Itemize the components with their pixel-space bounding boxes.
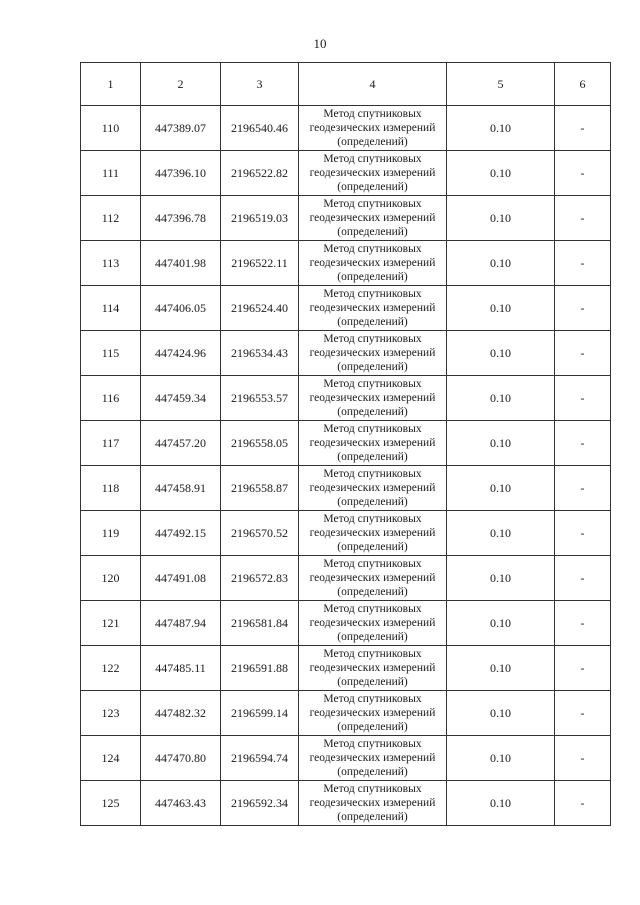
accuracy-cell: 0.10 bbox=[447, 376, 555, 421]
method-line: Метод спутниковых bbox=[323, 288, 422, 300]
x-coordinate-cell: 447458.91 bbox=[141, 466, 221, 511]
note-cell: - bbox=[555, 736, 611, 781]
note-cell: - bbox=[555, 331, 611, 376]
method-cell bbox=[299, 286, 447, 331]
x-coordinate-cell: 447485.11 bbox=[141, 646, 221, 691]
page-number: 10 bbox=[313, 36, 327, 51]
method-line: (определений) bbox=[337, 496, 408, 508]
note-cell: - bbox=[555, 556, 611, 601]
method-cell bbox=[299, 601, 447, 646]
method-line: геодезических измерений bbox=[309, 527, 436, 539]
point-number-cell: 125 bbox=[81, 781, 141, 826]
method-line: геодезических измерений bbox=[309, 617, 436, 629]
y-coordinate-cell: 2196519.03 bbox=[221, 196, 299, 241]
point-number-cell: 122 bbox=[81, 646, 141, 691]
table-row bbox=[81, 646, 611, 691]
method-cell bbox=[299, 466, 447, 511]
point-number-cell: 123 bbox=[81, 691, 141, 736]
note-cell: - bbox=[555, 601, 611, 646]
note-cell: - bbox=[555, 241, 611, 286]
method-line: (определений) bbox=[337, 181, 408, 193]
header-cell: 4 bbox=[299, 63, 447, 106]
table-row bbox=[81, 601, 611, 646]
method-line: Метод спутниковых bbox=[323, 378, 422, 390]
table-row bbox=[81, 151, 611, 196]
point-number-cell: 117 bbox=[81, 421, 141, 466]
note-cell: - bbox=[555, 781, 611, 826]
accuracy-cell: 0.10 bbox=[447, 196, 555, 241]
note-cell: - bbox=[555, 151, 611, 196]
accuracy-cell: 0.10 bbox=[447, 646, 555, 691]
table-row bbox=[81, 286, 611, 331]
table-row bbox=[81, 736, 611, 781]
note-cell: - bbox=[555, 106, 611, 151]
accuracy-cell: 0.10 bbox=[447, 511, 555, 556]
accuracy-cell: 0.10 bbox=[447, 241, 555, 286]
method-line: Метод спутниковых bbox=[323, 693, 422, 705]
table-row bbox=[81, 691, 611, 736]
x-coordinate-cell: 447457.20 bbox=[141, 421, 221, 466]
method-cell bbox=[299, 781, 447, 826]
y-coordinate-cell: 2196570.52 bbox=[221, 511, 299, 556]
method-line: Метод спутниковых bbox=[323, 423, 422, 435]
method-line: (определений) bbox=[337, 631, 408, 643]
y-coordinate-cell: 2196558.87 bbox=[221, 466, 299, 511]
accuracy-cell: 0.10 bbox=[447, 781, 555, 826]
note-cell: - bbox=[555, 196, 611, 241]
x-coordinate-cell: 447463.43 bbox=[141, 781, 221, 826]
method-line: (определений) bbox=[337, 721, 408, 733]
accuracy-cell: 0.10 bbox=[447, 556, 555, 601]
method-cell bbox=[299, 646, 447, 691]
x-coordinate-cell: 447482.32 bbox=[141, 691, 221, 736]
method-line: Метод спутниковых bbox=[323, 198, 422, 210]
y-coordinate-cell: 2196558.05 bbox=[221, 421, 299, 466]
point-number-cell: 120 bbox=[81, 556, 141, 601]
method-cell bbox=[299, 331, 447, 376]
header-cell: 5 bbox=[447, 63, 555, 106]
method-line: геодезических измерений bbox=[309, 752, 436, 764]
method-line: (определений) bbox=[337, 451, 408, 463]
method-cell bbox=[299, 421, 447, 466]
y-coordinate-cell: 2196553.57 bbox=[221, 376, 299, 421]
method-line: (определений) bbox=[337, 226, 408, 238]
note-cell: - bbox=[555, 421, 611, 466]
method-line: (определений) bbox=[337, 586, 408, 598]
method-line: Метод спутниковых bbox=[323, 108, 422, 120]
x-coordinate-cell: 447396.78 bbox=[141, 196, 221, 241]
accuracy-cell: 0.10 bbox=[447, 736, 555, 781]
method-line: Метод спутниковых bbox=[323, 243, 422, 255]
point-number-cell: 112 bbox=[81, 196, 141, 241]
method-line: (определений) bbox=[337, 811, 408, 823]
accuracy-cell: 0.10 bbox=[447, 286, 555, 331]
method-line: Метод спутниковых bbox=[323, 738, 422, 750]
x-coordinate-cell: 447424.96 bbox=[141, 331, 221, 376]
method-cell bbox=[299, 241, 447, 286]
x-coordinate-cell: 447487.94 bbox=[141, 601, 221, 646]
method-line: геодезических измерений bbox=[309, 167, 436, 179]
table-row bbox=[81, 556, 611, 601]
accuracy-cell: 0.10 bbox=[447, 466, 555, 511]
y-coordinate-cell: 2196534.43 bbox=[221, 331, 299, 376]
table-row bbox=[81, 241, 611, 286]
method-line: геодезических измерений bbox=[309, 122, 436, 134]
table-row bbox=[81, 511, 611, 556]
y-coordinate-cell: 2196581.84 bbox=[221, 601, 299, 646]
accuracy-cell: 0.10 bbox=[447, 421, 555, 466]
header-cell: 1 bbox=[81, 63, 141, 106]
method-line: (определений) bbox=[337, 406, 408, 418]
method-line: Метод спутниковых bbox=[323, 648, 422, 660]
y-coordinate-cell: 2196591.88 bbox=[221, 646, 299, 691]
y-coordinate-cell: 2196572.83 bbox=[221, 556, 299, 601]
header-cell: 6 bbox=[555, 63, 611, 106]
method-line: геодезических измерений bbox=[309, 302, 436, 314]
y-coordinate-cell: 2196522.82 bbox=[221, 151, 299, 196]
x-coordinate-cell: 447491.08 bbox=[141, 556, 221, 601]
table-header-row bbox=[81, 63, 611, 106]
method-line: Метод спутниковых bbox=[323, 558, 422, 570]
x-coordinate-cell: 447459.34 bbox=[141, 376, 221, 421]
method-line: (определений) bbox=[337, 271, 408, 283]
accuracy-cell: 0.10 bbox=[447, 691, 555, 736]
method-cell bbox=[299, 376, 447, 421]
note-cell: - bbox=[555, 646, 611, 691]
method-cell bbox=[299, 556, 447, 601]
method-line: Метод спутниковых bbox=[323, 603, 422, 615]
point-number-cell: 114 bbox=[81, 286, 141, 331]
note-cell: - bbox=[555, 691, 611, 736]
method-line: геодезических измерений bbox=[309, 707, 436, 719]
x-coordinate-cell: 447492.15 bbox=[141, 511, 221, 556]
method-line: геодезических измерений bbox=[309, 257, 436, 269]
y-coordinate-cell: 2196594.74 bbox=[221, 736, 299, 781]
x-coordinate-cell: 447396.10 bbox=[141, 151, 221, 196]
method-line: (определений) bbox=[337, 136, 408, 148]
point-number-cell: 110 bbox=[81, 106, 141, 151]
method-line: геодезических измерений bbox=[309, 347, 436, 359]
x-coordinate-cell: 447406.05 bbox=[141, 286, 221, 331]
point-number-cell: 116 bbox=[81, 376, 141, 421]
x-coordinate-cell: 447389.07 bbox=[141, 106, 221, 151]
method-line: геодезических измерений bbox=[309, 482, 436, 494]
method-line: Метод спутниковых bbox=[323, 513, 422, 525]
table-row bbox=[81, 466, 611, 511]
method-line: Метод спутниковых bbox=[323, 333, 422, 345]
method-line: (определений) bbox=[337, 676, 408, 688]
point-number-cell: 111 bbox=[81, 151, 141, 196]
method-cell bbox=[299, 106, 447, 151]
note-cell: - bbox=[555, 511, 611, 556]
point-number-cell: 113 bbox=[81, 241, 141, 286]
note-cell: - bbox=[555, 466, 611, 511]
point-number-cell: 124 bbox=[81, 736, 141, 781]
coordinates-table bbox=[80, 62, 611, 826]
method-line: геодезических измерений bbox=[309, 437, 436, 449]
table-row bbox=[81, 781, 611, 826]
point-number-cell: 121 bbox=[81, 601, 141, 646]
table-row bbox=[81, 196, 611, 241]
method-line: (определений) bbox=[337, 766, 408, 778]
note-cell: - bbox=[555, 286, 611, 331]
method-line: (определений) bbox=[337, 316, 408, 328]
method-line: (определений) bbox=[337, 361, 408, 373]
method-line: геодезических измерений bbox=[309, 572, 436, 584]
table-row bbox=[81, 376, 611, 421]
x-coordinate-cell: 447401.98 bbox=[141, 241, 221, 286]
y-coordinate-cell: 2196592.34 bbox=[221, 781, 299, 826]
y-coordinate-cell: 2196524.40 bbox=[221, 286, 299, 331]
accuracy-cell: 0.10 bbox=[447, 601, 555, 646]
table-row bbox=[81, 106, 611, 151]
method-line: Метод спутниковых bbox=[323, 783, 422, 795]
method-line: геодезических измерений bbox=[309, 212, 436, 224]
point-number-cell: 115 bbox=[81, 331, 141, 376]
method-line: (определений) bbox=[337, 541, 408, 553]
method-line: геодезических измерений bbox=[309, 392, 436, 404]
header-cell: 3 bbox=[221, 63, 299, 106]
method-cell bbox=[299, 511, 447, 556]
accuracy-cell: 0.10 bbox=[447, 106, 555, 151]
x-coordinate-cell: 447470.80 bbox=[141, 736, 221, 781]
method-cell bbox=[299, 196, 447, 241]
table-row bbox=[81, 331, 611, 376]
point-number-cell: 118 bbox=[81, 466, 141, 511]
method-line: Метод спутниковых bbox=[323, 468, 422, 480]
method-line: геодезических измерений bbox=[309, 797, 436, 809]
accuracy-cell: 0.10 bbox=[447, 331, 555, 376]
note-cell: - bbox=[555, 376, 611, 421]
method-line: Метод спутниковых bbox=[323, 153, 422, 165]
accuracy-cell: 0.10 bbox=[447, 151, 555, 196]
header-cell: 2 bbox=[141, 63, 221, 106]
y-coordinate-cell: 2196522.11 bbox=[221, 241, 299, 286]
point-number-cell: 119 bbox=[81, 511, 141, 556]
y-coordinate-cell: 2196540.46 bbox=[221, 106, 299, 151]
method-cell bbox=[299, 151, 447, 196]
method-cell bbox=[299, 736, 447, 781]
y-coordinate-cell: 2196599.14 bbox=[221, 691, 299, 736]
method-cell bbox=[299, 691, 447, 736]
table-row bbox=[81, 421, 611, 466]
method-line: геодезических измерений bbox=[309, 662, 436, 674]
